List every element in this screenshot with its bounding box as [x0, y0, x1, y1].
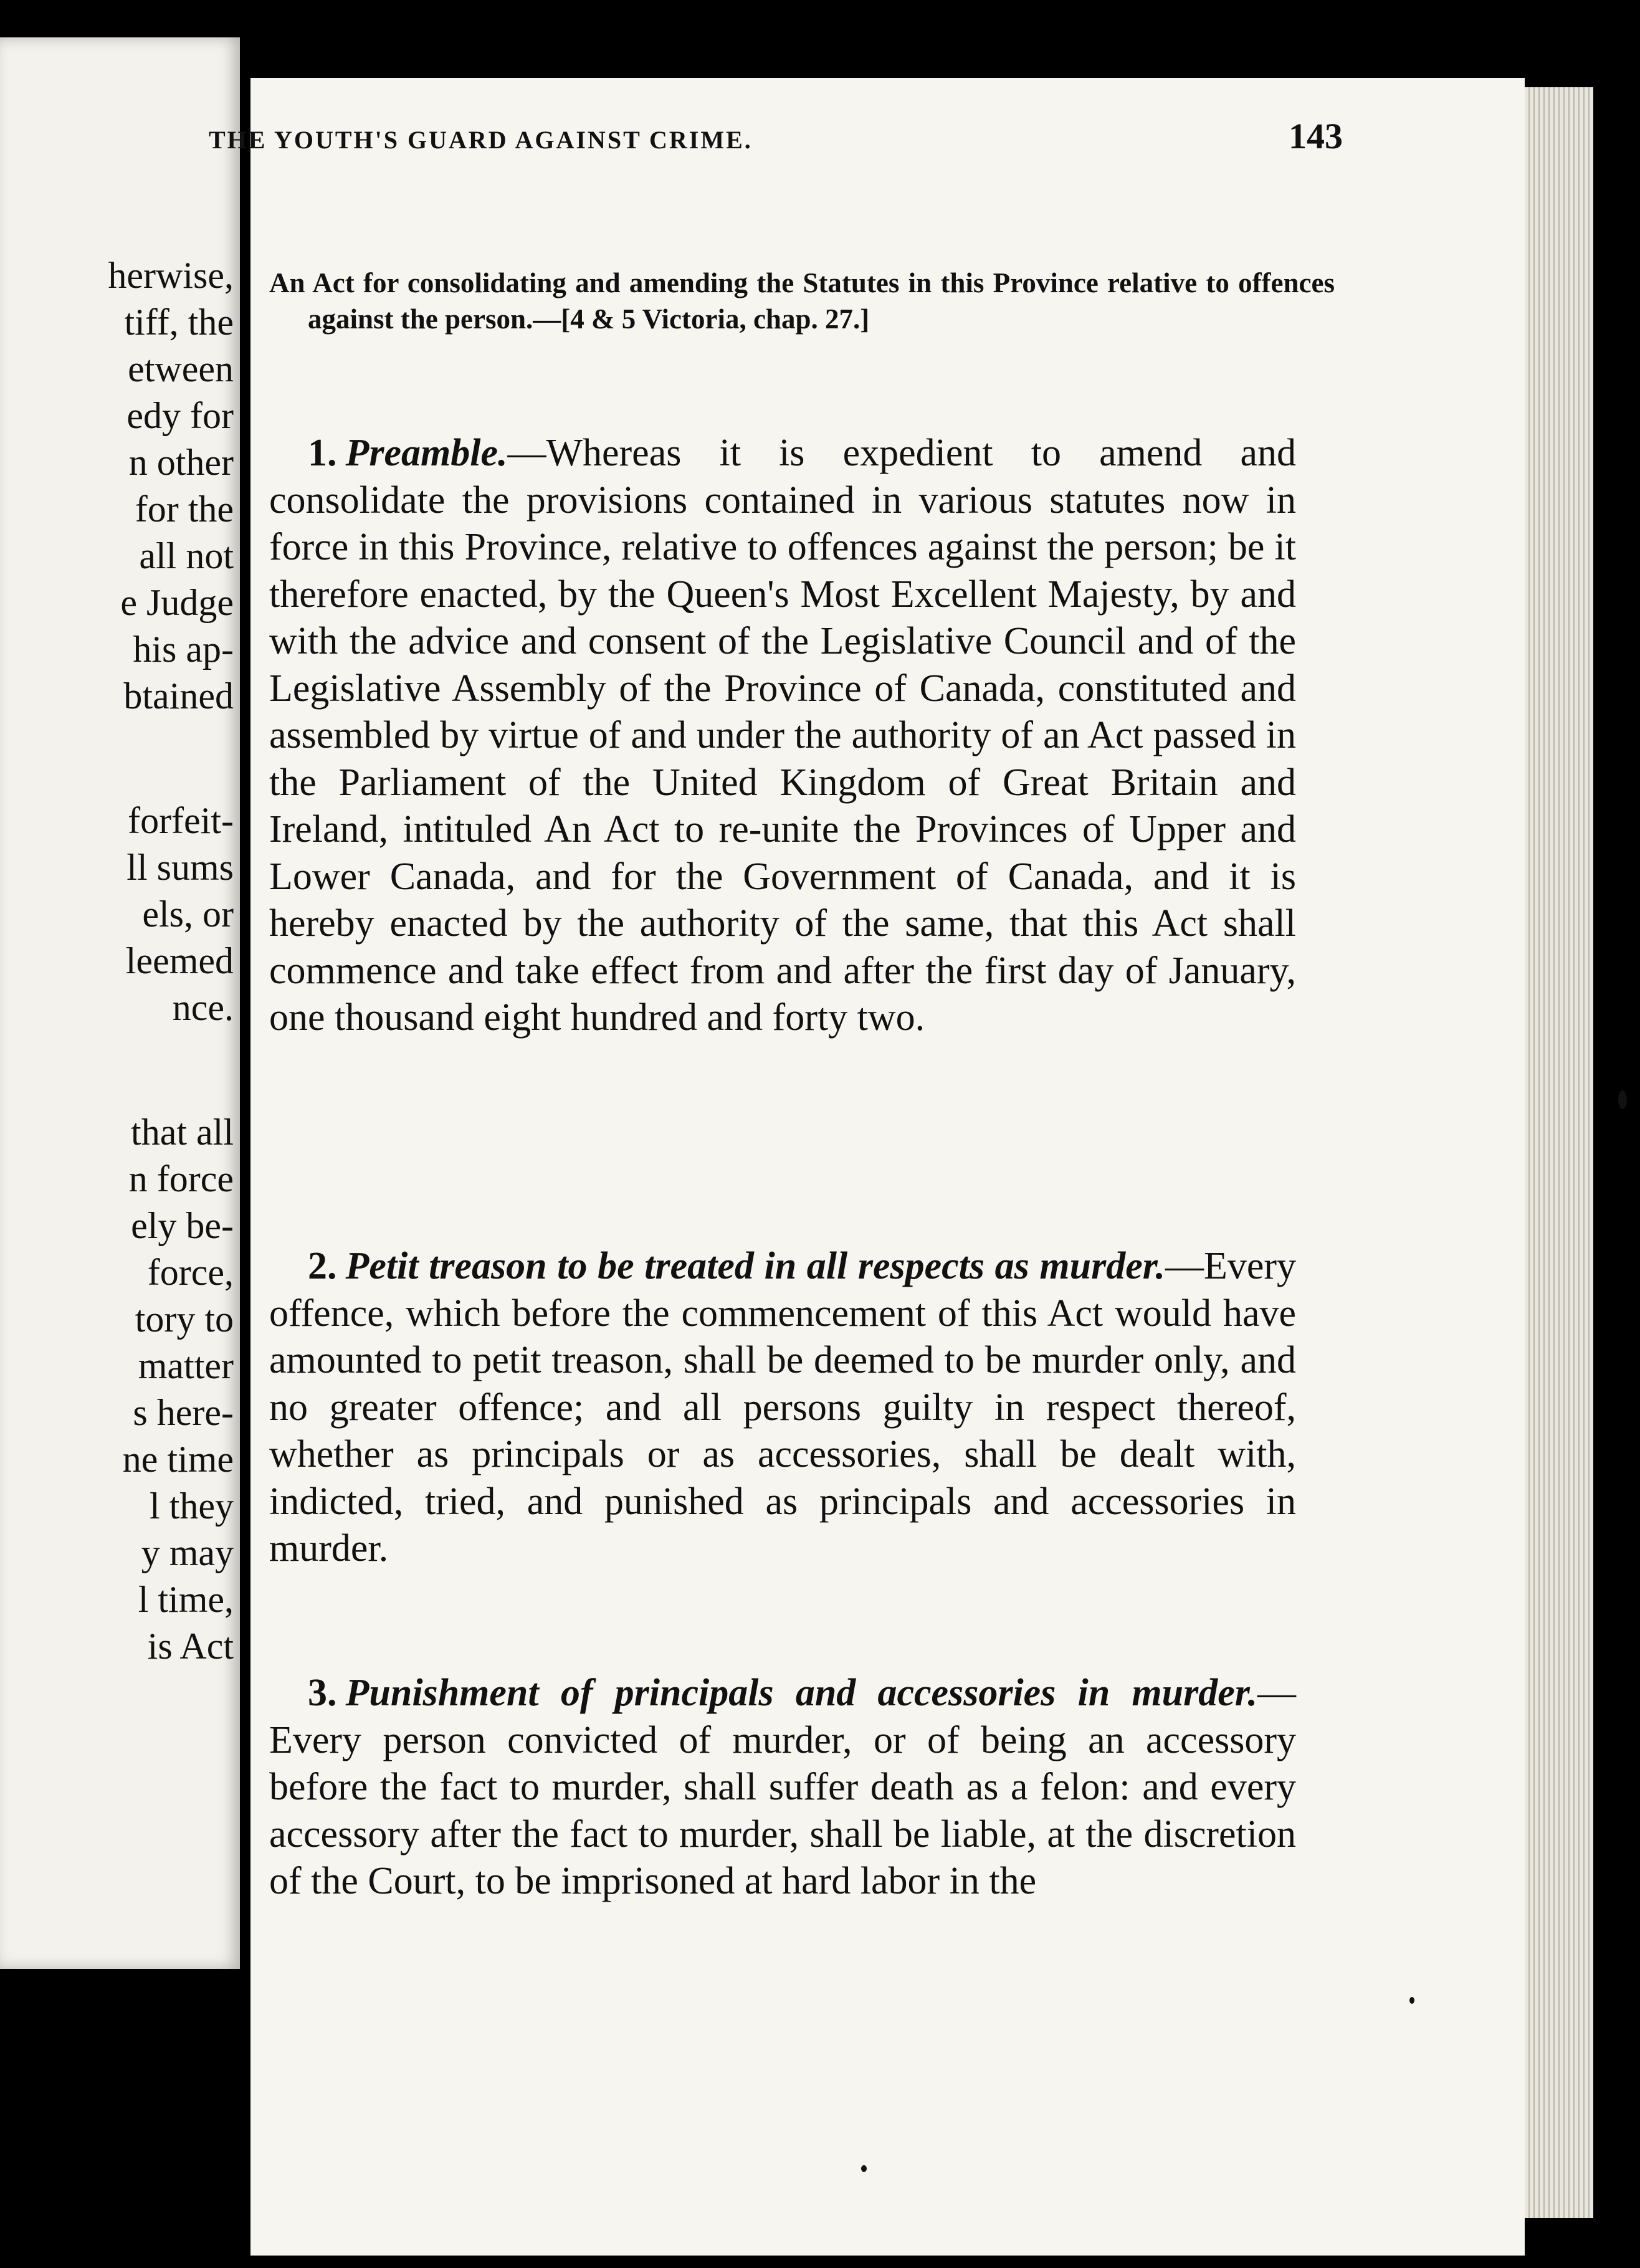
left-page-line: els, or [142, 893, 234, 935]
left-page-line: l time, [138, 1579, 234, 1620]
section-3 [269, 1670, 1296, 1905]
left-page-line: forfeit- [128, 800, 234, 841]
section-heading: Punishment of principals and accessories in murder. [345, 1672, 1257, 1714]
left-page-line: that all [131, 1112, 234, 1153]
left-page-line: herwise, [108, 255, 234, 296]
ink-speck [1409, 1997, 1414, 2004]
left-page-text [108, 252, 234, 1670]
left-page-line: edy for [126, 395, 234, 436]
section-1 [269, 430, 1296, 1042]
left-page-line: ely be- [131, 1205, 234, 1246]
left-page-line: s here- [133, 1392, 234, 1433]
left-page-line: nce. [172, 987, 234, 1028]
section-number: 1. [308, 432, 337, 474]
section-heading: Petit treason to be treated in all respects as murder. [345, 1245, 1165, 1287]
section-2 [269, 1243, 1296, 1573]
left-page-line: ll sums [126, 847, 234, 888]
left-page-line: l they [150, 1485, 234, 1527]
left-page-line: n force [128, 1158, 234, 1199]
section-number: 2. [308, 1245, 337, 1287]
section-text: —Whereas it is expedient to amend and consolidate the provisions contained in various statutes now in force in this Province, relative to offences against the person; be it therefore enacted, by the Queen's Most Excellent Majesty, by and with the advice and consent of the Legislative Council and of the Legislative Assembly of the Province of Canada, constituted and assembled by virtue of and under the authority of an Act passed in the Parliament of the United Kingdom of Great Britain and Ireland, intituled An Act to re-unite the Provinces of Upper and Lower Canada, and for the Government of Canada, and it is hereby enacted by the authority of the same, that this Act shall commence and take effect from and after the first day of January, one thousand eight hundred and forty two. [269, 432, 1296, 1039]
left-page-line: etween [128, 348, 234, 389]
left-page-line: ne time [122, 1439, 234, 1480]
left-page-line: force, [147, 1252, 234, 1293]
section-text: —Every person convicted of murder, or of being an accessory before the fact to murder, shall suffer death as a felon: and every accessory after the fact to murder, shall be liable, at the discretion of the Court, to be imprisoned at hard labor in the [269, 1672, 1296, 1902]
left-page-line: his ap- [133, 629, 234, 670]
section-text: —Every offence, which before the commencement of this Act would have amounted to petit treason, shall be deemed to be murder only, and no greater offence; and all persons guilty in respect thereof, whether as principals or as accessories, shall be dealt with, indicted, tried, and punished as principals and accessories in murder. [269, 1245, 1296, 1570]
left-page-line: n other [128, 442, 234, 483]
section-heading: Preamble. [345, 432, 508, 474]
running-title: THE YOUTH'S GUARD AGAINST CRIME. [209, 126, 753, 154]
left-page-line: tory to [135, 1298, 234, 1340]
right-page [250, 78, 1525, 2256]
left-page-line: is Act [147, 1626, 234, 1667]
left-page-line: e Judge [120, 582, 234, 623]
left-page-line: tiff, the [124, 302, 234, 343]
left-page-line [108, 720, 234, 798]
left-page-line: all not [139, 535, 234, 576]
left-page-line [108, 1031, 234, 1109]
left-page-fragment [0, 37, 240, 1969]
ink-speck [1618, 1090, 1627, 1109]
left-page-line: matter [138, 1345, 234, 1386]
page-number: 143 [1289, 116, 1343, 156]
left-page-line: y may [141, 1532, 234, 1573]
left-page-line: leemed [125, 940, 234, 981]
page-header [209, 115, 1343, 157]
ink-speck [861, 2165, 867, 2172]
act-title: An Act for consolidating and amending the Statutes in this Province relative to offences against the person.—[4 & 5 Victoria, chap. 27.] [269, 267, 1335, 335]
page-edges [1525, 87, 1593, 2218]
left-page-line: for the [135, 488, 234, 530]
section-number: 3. [308, 1672, 337, 1714]
left-page-line: btained [123, 675, 234, 717]
